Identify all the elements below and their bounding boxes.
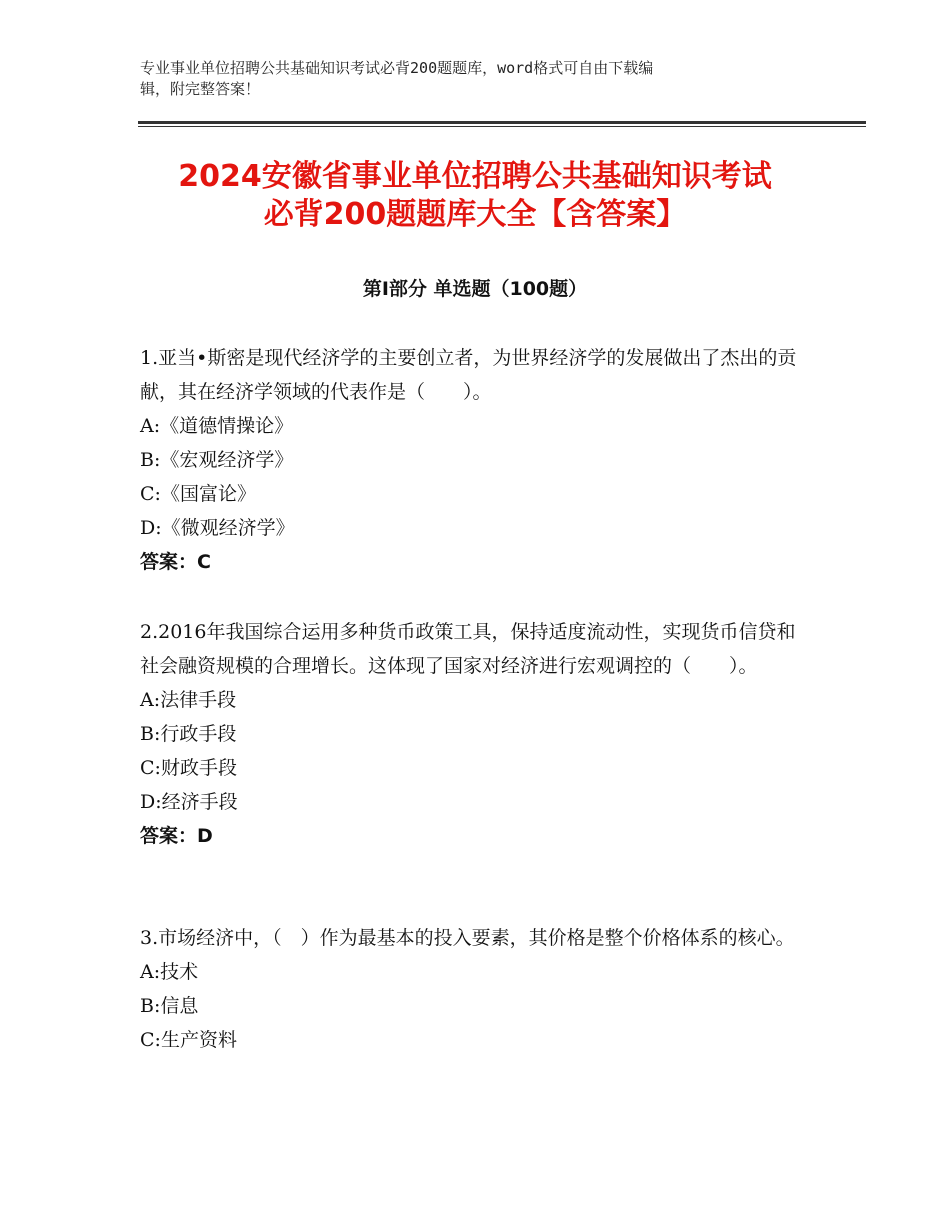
option-a: A:《道德情操论》: [140, 415, 294, 437]
section-heading: 第Ⅰ部分 单选题（100题）: [362, 278, 588, 300]
option-c: C:生产资料: [140, 1029, 237, 1051]
answer-label: 答案：C: [140, 551, 211, 573]
option-c: C:财政手段: [140, 757, 237, 779]
question-2: [140, 615, 800, 853]
option-d: D:经济手段: [140, 791, 238, 813]
question-1: [140, 341, 800, 579]
option-c: C:《国富论》: [140, 483, 256, 505]
document-title-line-2: 必背200题题库大全【含答案】: [263, 197, 687, 232]
option-b: B:《宏观经济学》: [140, 449, 294, 471]
option-a: A:法律手段: [140, 689, 237, 711]
header-divider-thick: [138, 121, 866, 124]
header-note-line-2: 辑，附完整答案！: [140, 80, 261, 98]
option-d: D:《微观经济学》: [140, 517, 295, 539]
document-header-note: [140, 58, 790, 100]
question-3: [140, 921, 800, 1057]
header-divider-thin: [138, 126, 866, 127]
answer-label: 答案：D: [140, 825, 213, 847]
question-stem: 3.市场经济中，（ ）作为最基本的投入要素，其价格是整个价格体系的核心。: [140, 927, 795, 949]
header-note-line-1: 专业事业单位招聘公共基础知识考试必背200题题库，word格式可自由下载编: [140, 59, 654, 77]
option-b: B:信息: [140, 995, 199, 1017]
option-b: B:行政手段: [140, 723, 237, 745]
question-stem: 2.2016年我国综合运用多种货币政策工具，保持适度流动性，实现货币信贷和社会融资规模的合理增长。这体现了国家对经济进行宏观调控的（ ）。: [140, 621, 796, 677]
document-title: [100, 158, 850, 234]
document-title-line-1: 2024安徽省事业单位招聘公共基础知识考试: [178, 159, 772, 194]
option-a: A:技术: [140, 961, 199, 983]
question-stem: 1.亚当•斯密是现代经济学的主要创立者，为世界经济学的发展做出了杰出的贡献，其在经济学领域的代表作是（ ）。: [140, 347, 797, 403]
